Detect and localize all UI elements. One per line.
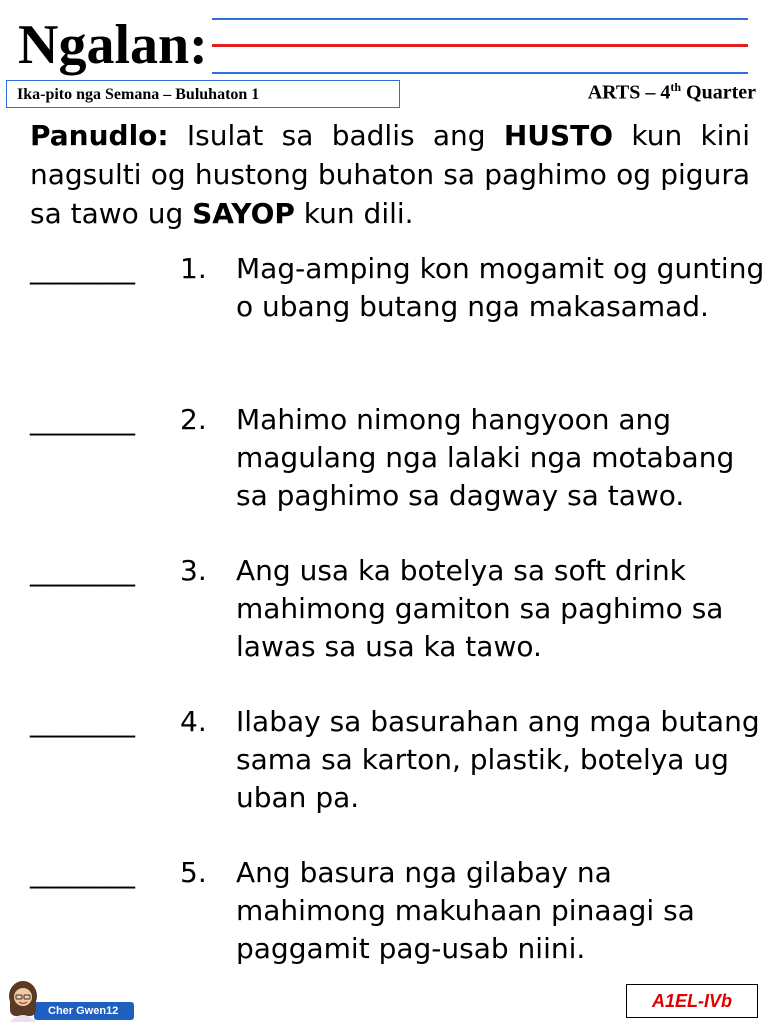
name-line-middle bbox=[212, 44, 748, 47]
item-number: 2. bbox=[180, 403, 207, 436]
list-item bbox=[30, 401, 760, 552]
subject-quarter: Quarter bbox=[681, 81, 756, 104]
subject-text: ARTS – 4 bbox=[587, 81, 671, 104]
item-number: 5. bbox=[180, 856, 207, 889]
list-item bbox=[30, 703, 760, 854]
avatar bbox=[4, 978, 42, 1022]
badge-label: Cher Gwen12 bbox=[34, 1002, 134, 1020]
item-text: Ilabay sa basurahan ang mga butang sama sa karton, plastik, botelya ug uban pa. bbox=[236, 705, 760, 814]
competency-code: A1EL-IVb bbox=[626, 984, 758, 1018]
answer-blank[interactable]: ________ bbox=[30, 403, 134, 436]
answer-blank[interactable]: ________ bbox=[30, 554, 134, 587]
list-item bbox=[30, 552, 760, 703]
answer-blank[interactable]: ________ bbox=[30, 705, 134, 738]
list-item bbox=[30, 250, 765, 401]
week-box: Ika-pito nga Semana – Buluhaton 1 bbox=[6, 80, 400, 108]
instructions-sayop: SAYOP bbox=[192, 197, 295, 230]
item-text: Mag-amping kon mogamit og gunting o ubang butang nga makasamad. bbox=[236, 252, 765, 323]
item-text: Ang usa ka botelya sa soft drink mahimong gamiton sa paghimo sa lawas sa usa ka tawo. bbox=[236, 554, 724, 663]
items-list bbox=[30, 250, 765, 1005]
instructions-part2: kun kini nagsulti og hustong buhaton sa paghimo og pigura sa tawo ug bbox=[30, 119, 750, 230]
answer-blank[interactable]: ________ bbox=[30, 856, 134, 889]
item-text: Mahimo nimong hangyoon ang magulang nga lalaki nga motabang sa paghimo sa dagway sa tawo. bbox=[236, 403, 735, 512]
author-badge bbox=[4, 978, 132, 1022]
item-number: 4. bbox=[180, 705, 207, 738]
instructions-label: Panudlo: bbox=[30, 119, 169, 152]
item-text: Ang basura nga gilabay na mahimong makuhaan pinaagi sa paggamit pag-usab niini. bbox=[236, 856, 695, 965]
name-label: Ngalan: bbox=[18, 14, 208, 76]
instructions bbox=[30, 116, 750, 233]
name-line-top bbox=[212, 18, 748, 20]
answer-blank[interactable]: ________ bbox=[30, 252, 134, 285]
item-number: 3. bbox=[180, 554, 207, 587]
item-number: 1. bbox=[180, 252, 207, 285]
instructions-part1: Isulat sa badlis ang bbox=[168, 119, 504, 152]
name-line-bottom bbox=[212, 72, 748, 74]
instructions-part3: kun dili. bbox=[294, 197, 414, 230]
instructions-husto: HUSTO bbox=[503, 119, 614, 152]
subject-superscript: th bbox=[670, 80, 682, 94]
subject-label bbox=[588, 80, 756, 105]
list-item bbox=[30, 854, 760, 1005]
